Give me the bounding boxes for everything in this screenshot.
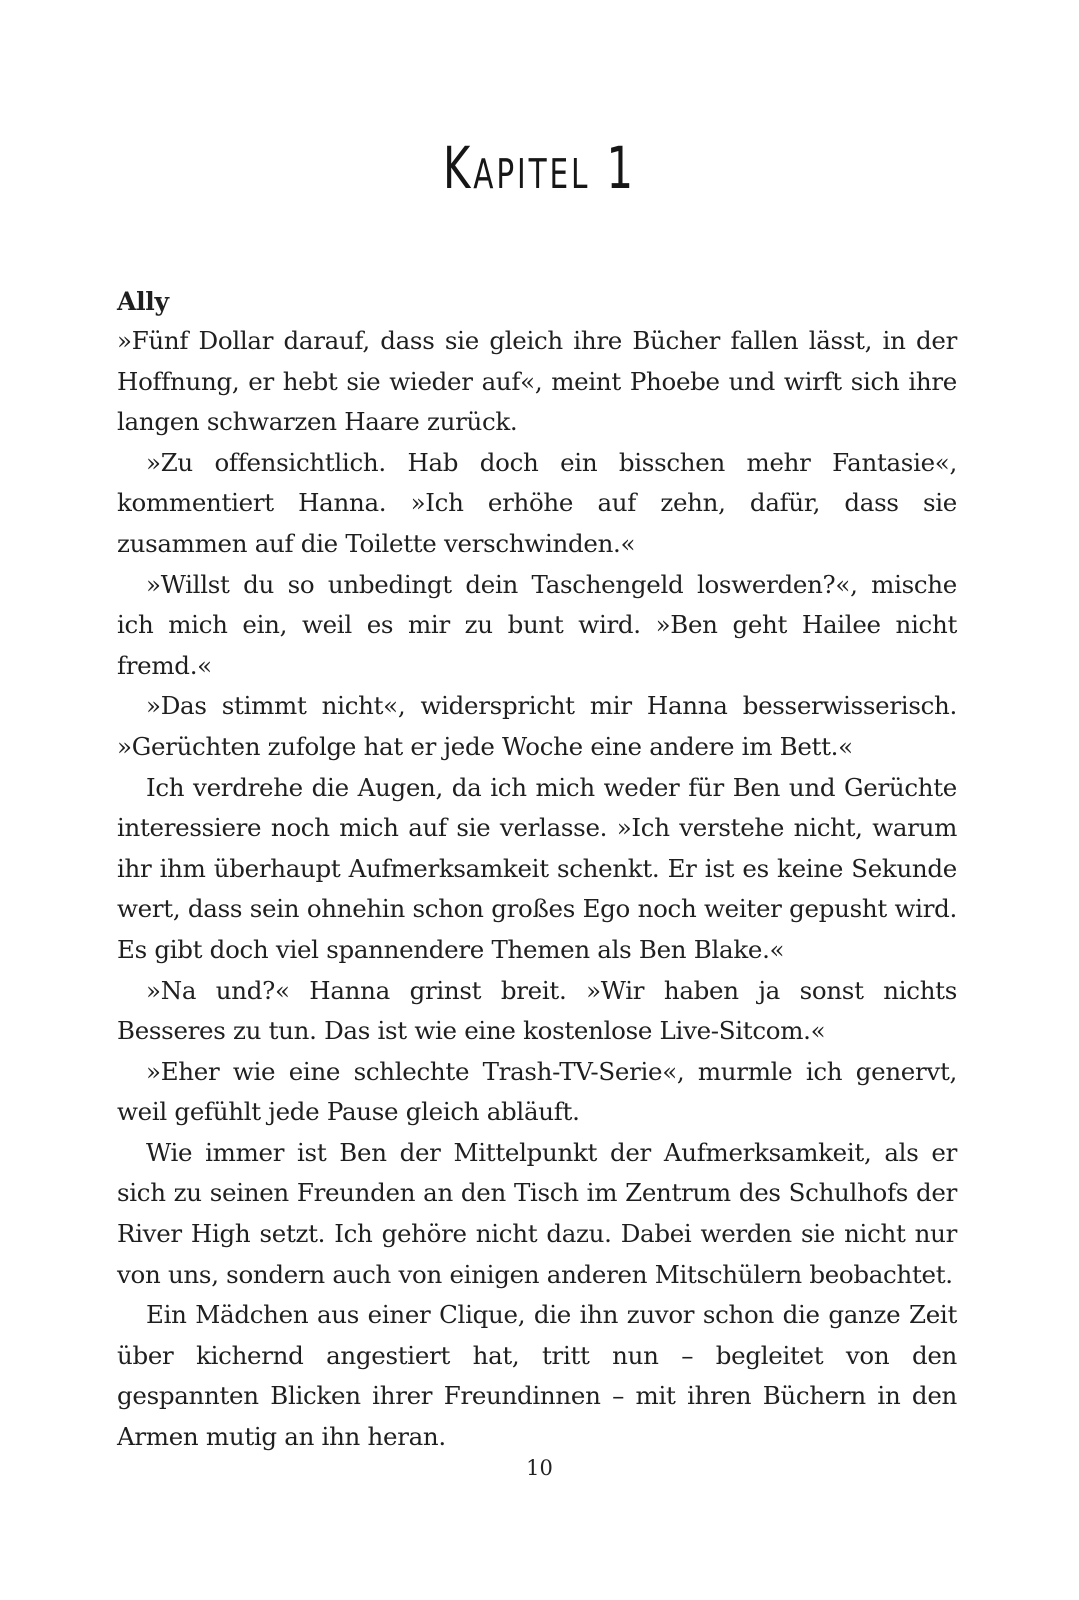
paragraph: »Zu offensichtlich. Hab doch ein bisschen mehr Fantasie«, kommentiert Hanna. »Ich erhöhe auf zehn, dafür, dass sie zusammen auf die Toilette verschwinden.« [117, 447, 957, 558]
paragraph: »Eher wie eine schlechte Trash-TV-Serie«, murmle ich genervt, weil gefühlt jede Pause gleich abläuft. [117, 1056, 957, 1127]
paragraph: »Fünf Dollar darauf, dass sie gleich ihre Bücher fallen lässt, in der Hoffnung, er hebt sie wieder auf«, meint Phoebe und wirft sich ihre langen schwarzen Haare zurück. [117, 326, 957, 437]
paragraph: »Willst du so unbedingt dein Taschengeld loswerden?«, mische ich mich ein, weil es mir zu bunt wird. »Ben geht Hailee nicht fremd.« [117, 569, 957, 680]
paragraph: Ich verdrehe die Augen, da ich mich weder für Ben und Gerüchte interessiere noch mich auf sie verlasse. »Ich verstehe nicht, warum ihr ihm überhaupt Aufmerksamkeit schenkt. Er ist es keine Sekunde wert, dass sein ohnehin schon großes Ego noch weiter gepusht wird. Es gibt doch viel spannendere Themen als Ben Blake.« [117, 772, 957, 964]
body-text [117, 283, 957, 1458]
chapter-title: Kapitel 1 [443, 133, 636, 202]
speaker-heading: Ally [117, 287, 169, 316]
page-number: 10 [526, 1456, 553, 1480]
paragraph: »Das stimmt nicht«, widerspricht mir Hanna besserwisserisch. »Gerüchten zufolge hat er jede Woche eine andere im Bett.« [117, 691, 957, 761]
paragraph: »Na und?« Hanna grinst breit. »Wir haben ja sonst nichts Besseres zu tun. Das ist wie eine kostenlose Live-Sitcom.« [117, 975, 957, 1046]
paragraph: Ein Mädchen aus einer Clique, die ihn zuvor schon die ganze Zeit über kichernd angestiert hat, tritt nun – begleitet von den gespannten Blicken ihrer Freundinnen – mit ihren Büchern in den Armen mutig an ihn heran. [117, 1300, 957, 1452]
paragraph: Wie immer ist Ben der Mittelpunkt der Aufmerksamkeit, als er sich zu seinen Freunden an den Tisch im Zentrum des Schulhofs der River High setzt. Ich gehöre nicht dazu. Dabei werden sie nicht nur von uns, sondern auch von einigen anderen Mitschülern beobachtet. [117, 1137, 957, 1289]
